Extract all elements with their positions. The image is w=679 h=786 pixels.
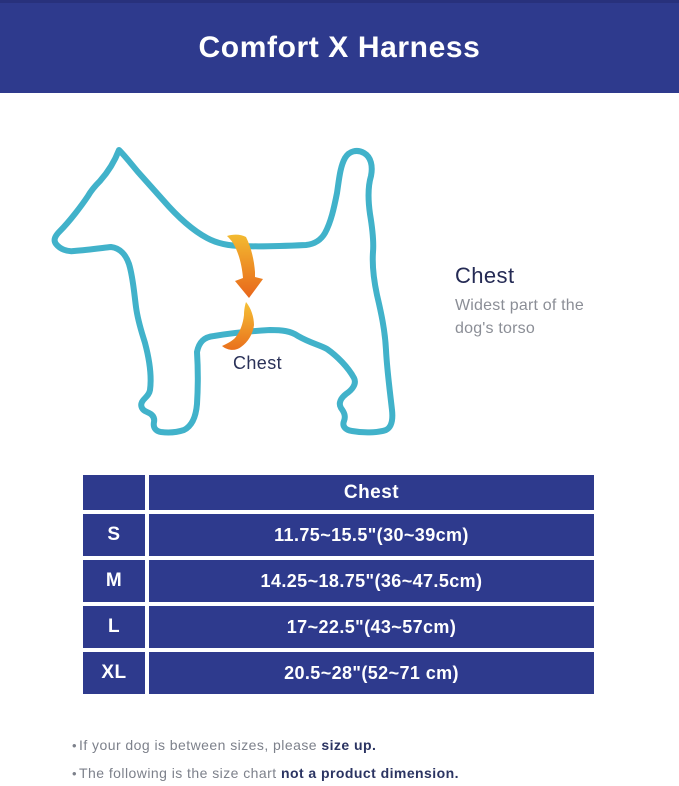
footnote-bold-text: size up xyxy=(321,737,372,753)
page-title: Comfort X Harness xyxy=(198,31,481,64)
footnote-text: The following is the size chart xyxy=(79,765,281,781)
chest-value-cell: 17~22.5"(43~57cm) xyxy=(149,606,594,648)
footnote-bold-text: not a product dimension xyxy=(280,765,455,781)
dog-outline xyxy=(55,150,393,432)
size-cell: XL xyxy=(83,652,145,694)
footnote-period: . xyxy=(371,737,377,753)
table-header-row xyxy=(83,475,594,510)
table-row xyxy=(83,514,594,556)
bullet-dot-icon: • xyxy=(72,766,78,781)
size-cell: L xyxy=(83,606,145,648)
header-banner xyxy=(0,0,679,93)
table-row xyxy=(83,606,594,648)
measure-arrow-lower xyxy=(222,302,254,350)
table-header-chest: Chest xyxy=(149,475,594,510)
measure-title: Chest xyxy=(455,263,515,288)
footnote-text: If your dog is between sizes, please xyxy=(79,737,322,753)
table-header-empty-cell xyxy=(83,475,145,510)
chest-value-cell: 20.5~28"(52~71 cm) xyxy=(149,652,594,694)
measure-explanation xyxy=(455,263,625,340)
footnotes xyxy=(72,737,459,786)
dog-chest-label: Chest xyxy=(233,353,283,373)
bullet-dot-icon: • xyxy=(72,738,78,753)
measure-description-line1: Widest part of the xyxy=(455,297,584,314)
footnote xyxy=(72,737,459,754)
measure-description-line2: dog's torso xyxy=(455,320,535,337)
footnote-period: . xyxy=(454,765,459,781)
chest-value-cell: 14.25~18.75"(36~47.5cm) xyxy=(149,560,594,602)
measure-description xyxy=(455,294,625,340)
footnote xyxy=(72,765,459,782)
measure-arrow-upper xyxy=(227,235,263,298)
table-row xyxy=(83,560,594,602)
chest-value-cell: 11.75~15.5"(30~39cm) xyxy=(149,514,594,556)
size-chart-table xyxy=(79,471,598,698)
size-cell: S xyxy=(83,514,145,556)
table-row xyxy=(83,652,594,694)
size-cell: M xyxy=(83,560,145,602)
